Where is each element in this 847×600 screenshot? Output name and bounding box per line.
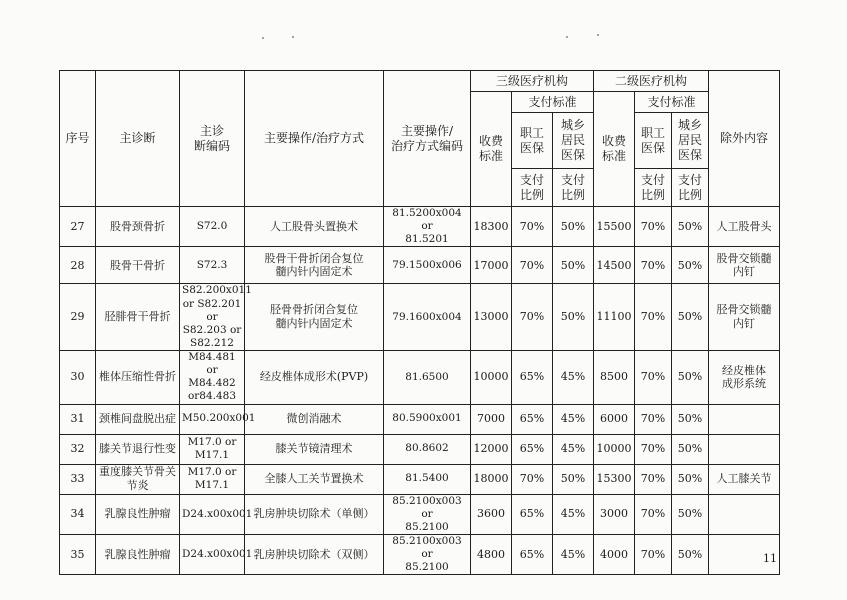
cell-worker-ratio-level3: 70% (512, 247, 553, 284)
cell-excluded (709, 351, 780, 405)
cell-fee-level3: 17000 (471, 247, 512, 284)
cell-operation-code (384, 351, 471, 405)
cell-resident-ratio-level2: 50% (672, 351, 709, 405)
cell-operation-line: 乳房肿块切除术（单侧） (253, 507, 375, 521)
cell-seq: 31 (60, 404, 96, 434)
cell-resident-ratio-level3: 50% (553, 284, 594, 351)
cell-excluded-line: 成形系统 (722, 377, 766, 391)
cell-operation-code-line: 81.5400 (405, 472, 449, 485)
cell-diagnosis-code (180, 284, 252, 351)
cell-diagnosis-code-line: S82.203 or (182, 323, 242, 336)
cell-seq: 30 (60, 351, 96, 405)
cell-diagnosis-code (180, 247, 245, 284)
cell-diagnosis-code-line: M84.481 or (188, 351, 236, 377)
cell-fee-level3: 3600 (471, 494, 512, 534)
header-worker-level2 (635, 113, 672, 169)
header-diagnosis-code-line: 主诊 (199, 123, 224, 138)
cell-resident-ratio-level2: 50% (672, 207, 709, 247)
cell-resident-ratio-level3: 50% (553, 207, 594, 247)
cell-fee-level2: 10000 (594, 434, 635, 464)
cell-fee-level2: 4000 (594, 534, 635, 574)
cell-diagnosis-code-line: S72.0 (196, 220, 228, 233)
header-pay-std-level2: 支付标准 (635, 92, 709, 113)
header-diagnosis-code (180, 71, 245, 207)
cell-operation-line: 膝关节镜清理术 (275, 442, 353, 456)
cell-worker-ratio-level2: 70% (635, 534, 672, 574)
cell-worker-ratio-level3: 70% (512, 284, 553, 351)
cell-operation-code (384, 247, 471, 284)
cell-diagnosis-code-line: M17.0 or (187, 465, 237, 478)
cell-fee-level3: 13000 (471, 284, 512, 351)
table-row (60, 494, 780, 534)
cell-fee-level2: 15300 (594, 464, 635, 494)
cell-diagnosis-code (180, 464, 245, 494)
header-fee-line: 标准 (478, 149, 503, 163)
header-ratio-line: 支付 (560, 172, 585, 187)
cell-diagnosis-code-line: S82.200x011 (182, 284, 252, 297)
cell-excluded-line: 内钉 (733, 265, 755, 279)
header-resident-level2 (672, 113, 709, 169)
header-ratio-resident-level3 (553, 169, 593, 206)
header-worker-line: 职工 (519, 125, 544, 140)
cell-operation-line: 胫骨骨折闭合复位 (270, 303, 358, 317)
cell-operation (245, 404, 384, 434)
cell-resident-ratio-level3: 45% (553, 404, 594, 434)
cell-operation (245, 464, 384, 494)
cell-excluded-line: 胫骨交锁髓 (716, 303, 772, 317)
page-number: 11 (763, 552, 777, 565)
header-fee-level2 (594, 92, 635, 207)
cell-diagnosis-code (180, 434, 245, 464)
header-ratio-line: 比例 (519, 187, 544, 202)
cell-seq: 33 (60, 464, 96, 494)
cell-operation-code (384, 464, 471, 494)
header-fee-line: 标准 (601, 149, 626, 163)
header-diagnosis: 主诊断 (96, 71, 180, 207)
cell-operation (245, 351, 384, 405)
header-fee-line: 收费 (478, 134, 503, 148)
scan-speck (262, 37, 264, 39)
cell-operation-line: 髓内针内固定术 (275, 317, 353, 331)
cell-operation (245, 494, 384, 534)
scan-speck (566, 36, 568, 38)
header-fee-line: 收费 (601, 134, 626, 148)
cell-operation (245, 434, 384, 464)
cell-diagnosis-line: 颈椎间盘脱出症 (99, 412, 176, 426)
cell-operation (245, 284, 384, 351)
cell-operation-line: 经皮椎体成形术(PVP) (259, 370, 369, 384)
cell-worker-ratio-level2: 70% (635, 404, 672, 434)
cell-worker-ratio-level3: 65% (512, 404, 553, 434)
cell-diagnosis-code-line: M50.200x001 (182, 412, 256, 425)
header-ratio-line: 支付 (519, 172, 544, 187)
cell-worker-ratio-level2: 70% (635, 494, 672, 534)
cell-seq: 35 (60, 534, 96, 574)
header-ratio-line: 比例 (640, 187, 665, 202)
table-row (60, 284, 780, 351)
cell-diagnosis-code-line: or S82.201 or (182, 297, 242, 323)
cell-excluded (709, 284, 780, 351)
cell-diagnosis-code-line: M17.1 (194, 479, 230, 491)
cell-operation-line: 微创消融术 (286, 412, 342, 426)
header-operation-code-line: 主要操作/ (400, 123, 454, 138)
cell-excluded-line: 经皮椎体 (722, 363, 766, 377)
cell-seq: 27 (60, 207, 96, 247)
header-excluded: 除外内容 (709, 71, 780, 207)
cell-operation-code-line: 79.1500x006 (392, 258, 462, 271)
cell-operation (245, 247, 384, 284)
cell-excluded (709, 247, 780, 284)
cell-diagnosis (96, 434, 180, 464)
cell-diagnosis (96, 284, 180, 351)
cell-diagnosis (96, 351, 180, 405)
cell-diagnosis-code (180, 534, 253, 574)
header-resident-line: 城乡 (560, 118, 585, 132)
header-operation: 主要操作/治疗方式 (245, 71, 384, 207)
cell-diagnosis (96, 494, 180, 534)
payment-standard-table (59, 70, 780, 575)
cell-resident-ratio-level2: 50% (672, 464, 709, 494)
cell-diagnosis-code (180, 351, 245, 405)
cell-operation-code-line: 80.8602 (405, 442, 449, 455)
header-ratio-level3-group (512, 169, 594, 207)
cell-operation-line: 人工股骨头置换术 (270, 219, 358, 233)
cell-diagnosis-line: 椎体压缩性骨折 (99, 370, 176, 384)
cell-resident-ratio-level2: 50% (672, 434, 709, 464)
cell-operation-line: 股骨干骨折闭合复位 (264, 251, 364, 265)
cell-worker-ratio-level2: 70% (635, 207, 672, 247)
cell-excluded (709, 207, 780, 247)
cell-resident-ratio-level3: 45% (553, 534, 594, 574)
cell-diagnosis-line: 重度膝关节骨关 (99, 465, 176, 479)
header-resident-line: 医保 (677, 148, 702, 162)
table-row (60, 207, 780, 247)
cell-diagnosis (96, 207, 180, 247)
cell-operation-code (384, 207, 471, 247)
cell-seq: 32 (60, 434, 96, 464)
cell-operation-code (384, 494, 471, 534)
header-ratio-worker-level2 (635, 169, 672, 206)
cell-worker-ratio-level2: 70% (635, 434, 672, 464)
cell-resident-ratio-level2: 50% (672, 284, 709, 351)
cell-worker-ratio-level3: 65% (512, 351, 553, 405)
cell-fee-level2: 14500 (594, 247, 635, 284)
scan-speck (597, 34, 599, 36)
cell-operation (245, 207, 384, 247)
cell-operation-code-line: 85.2100 (405, 520, 449, 533)
cell-fee-level2: 6000 (594, 404, 635, 434)
table-row (60, 464, 780, 494)
header-ratio-line: 比例 (677, 187, 702, 202)
cell-operation (245, 534, 384, 574)
cell-operation-code-line: 81.5200x004 or (392, 207, 462, 233)
cell-excluded-line: 股骨交锁髓 (716, 251, 772, 265)
cell-worker-ratio-level2: 70% (635, 464, 672, 494)
cell-operation-code-line: 79.1600x004 (392, 310, 462, 323)
header-operation-code-line: 治疗方式编码 (390, 138, 463, 153)
cell-resident-ratio-level3: 50% (553, 464, 594, 494)
cell-fee-level3: 18300 (471, 207, 512, 247)
cell-worker-ratio-level3: 70% (512, 207, 553, 247)
cell-operation-code (384, 434, 471, 464)
cell-diagnosis-code-line: S72.3 (196, 258, 228, 271)
cell-diagnosis-code (180, 404, 256, 434)
cell-fee-level3: 7000 (471, 404, 512, 434)
cell-fee-level2: 11100 (594, 284, 635, 351)
cell-excluded-line: 人工股骨头 (716, 219, 772, 233)
cell-fee-level3: 18000 (471, 464, 512, 494)
header-level2-institution: 二级医疗机构 (594, 71, 709, 92)
cell-diagnosis-code-line: M17.0 or (187, 435, 237, 448)
header-seq: 序号 (60, 71, 96, 207)
header-ratio-resident-level2 (672, 169, 708, 206)
cell-resident-ratio-level3: 45% (553, 434, 594, 464)
cell-operation-code-line: 81.6500 (405, 370, 449, 383)
cell-seq: 34 (60, 494, 96, 534)
cell-operation-line: 乳房肿块切除术（双侧） (253, 547, 375, 561)
cell-diagnosis-line: 股骨干骨折 (110, 258, 165, 272)
header-resident-line: 居民 (560, 133, 585, 147)
cell-worker-ratio-level2: 70% (635, 247, 672, 284)
cell-operation-code-line: 80.5900x001 (392, 412, 462, 425)
cell-resident-ratio-level3: 45% (553, 494, 594, 534)
cell-operation-line: 全膝人工关节置换术 (264, 472, 364, 486)
header-pay-std-level3: 支付标准 (512, 92, 594, 113)
cell-worker-ratio-level3: 70% (512, 464, 553, 494)
cell-operation-code-line: 85.2100x003 or (392, 494, 462, 520)
cell-diagnosis (96, 464, 180, 494)
cell-operation-line: 髓内针内固定术 (275, 265, 353, 279)
table-row (60, 404, 780, 434)
header-diagnosis-code-line: 断编码 (193, 138, 230, 153)
header-resident-line: 医保 (560, 148, 585, 162)
cell-excluded (709, 404, 780, 434)
header-ratio-worker-level3 (512, 169, 553, 206)
table-body (60, 207, 780, 575)
cell-fee-level2: 15500 (594, 207, 635, 247)
cell-excluded (709, 464, 780, 494)
header-operation-code (384, 71, 471, 207)
cell-diagnosis-code-line: M84.482 (188, 377, 236, 390)
cell-diagnosis (96, 404, 180, 434)
cell-operation-code (384, 404, 471, 434)
header-ratio-line: 支付 (640, 172, 665, 187)
cell-diagnosis (96, 534, 180, 574)
header-fee-level3 (471, 92, 512, 207)
cell-diagnosis-line: 胫腓骨干骨折 (104, 310, 171, 324)
table-header (60, 71, 780, 207)
header-resident-line: 城乡 (677, 118, 702, 132)
cell-diagnosis-line: 节炎 (126, 479, 149, 492)
cell-diagnosis-line: 乳腺良性肿瘤 (104, 507, 171, 521)
cell-excluded (709, 434, 780, 464)
table-row (60, 534, 780, 574)
cell-operation-code (384, 534, 471, 574)
cell-worker-ratio-level3: 65% (512, 494, 553, 534)
header-level3-institution: 三级医疗机构 (471, 71, 594, 92)
cell-excluded (709, 494, 780, 534)
cell-resident-ratio-level3: 50% (553, 247, 594, 284)
cell-worker-ratio-level2: 70% (635, 284, 672, 351)
cell-worker-ratio-level3: 65% (512, 434, 553, 464)
cell-fee-level3: 10000 (471, 351, 512, 405)
cell-diagnosis-code (180, 494, 253, 534)
cell-diagnosis-code (180, 207, 245, 247)
cell-worker-ratio-level2: 70% (635, 351, 672, 405)
header-ratio-line: 支付 (677, 172, 702, 187)
cell-diagnosis-code-line: D24.x00x001 (182, 548, 253, 560)
cell-diagnosis-code-line: or84.483 (187, 390, 237, 403)
cell-diagnosis-line: 股骨颈骨折 (110, 219, 165, 233)
cell-resident-ratio-level2: 50% (672, 494, 709, 534)
cell-excluded-line: 人工膝关节 (716, 472, 772, 486)
cell-diagnosis-code-line: M17.1 (194, 449, 230, 461)
header-resident-level3 (553, 113, 594, 169)
cell-fee-level3: 12000 (471, 434, 512, 464)
cell-operation-code-line: 85.2100 (405, 561, 449, 574)
header-worker-line: 医保 (519, 140, 544, 155)
header-ratio-line: 比例 (560, 187, 585, 202)
header-worker-line: 医保 (640, 140, 665, 155)
table-row (60, 247, 780, 284)
cell-seq: 29 (60, 284, 96, 351)
cell-operation-code-line: 81.5201 (405, 233, 449, 246)
cell-worker-ratio-level3: 65% (512, 534, 553, 574)
cell-diagnosis-code-line: S82.212 (190, 336, 234, 349)
header-worker-line: 职工 (640, 125, 665, 140)
cell-diagnosis (96, 247, 180, 284)
cell-diagnosis-line: 膝关节退行性变 (99, 442, 176, 456)
cell-operation-code-line: 85.2100x003 or (392, 534, 462, 560)
cell-resident-ratio-level2: 50% (672, 404, 709, 434)
cell-resident-ratio-level2: 50% (672, 247, 709, 284)
cell-fee-level2: 3000 (594, 494, 635, 534)
cell-resident-ratio-level3: 45% (553, 351, 594, 405)
table-row (60, 434, 780, 464)
header-resident-line: 居民 (677, 133, 702, 147)
table-row (60, 351, 780, 405)
header-worker-level3 (512, 113, 553, 169)
cell-excluded-line: 内钉 (733, 317, 755, 331)
cell-diagnosis-line: 乳腺良性肿瘤 (104, 547, 171, 561)
header-ratio-level2-group (635, 169, 709, 207)
cell-operation-code (384, 284, 471, 351)
cell-seq: 28 (60, 247, 96, 284)
scan-speck (292, 36, 294, 38)
cell-fee-level2: 8500 (594, 351, 635, 405)
cell-resident-ratio-level2: 50% (672, 534, 709, 574)
cell-fee-level3: 4800 (471, 534, 512, 574)
cell-diagnosis-code-line: D24.x00x001 (182, 507, 253, 520)
